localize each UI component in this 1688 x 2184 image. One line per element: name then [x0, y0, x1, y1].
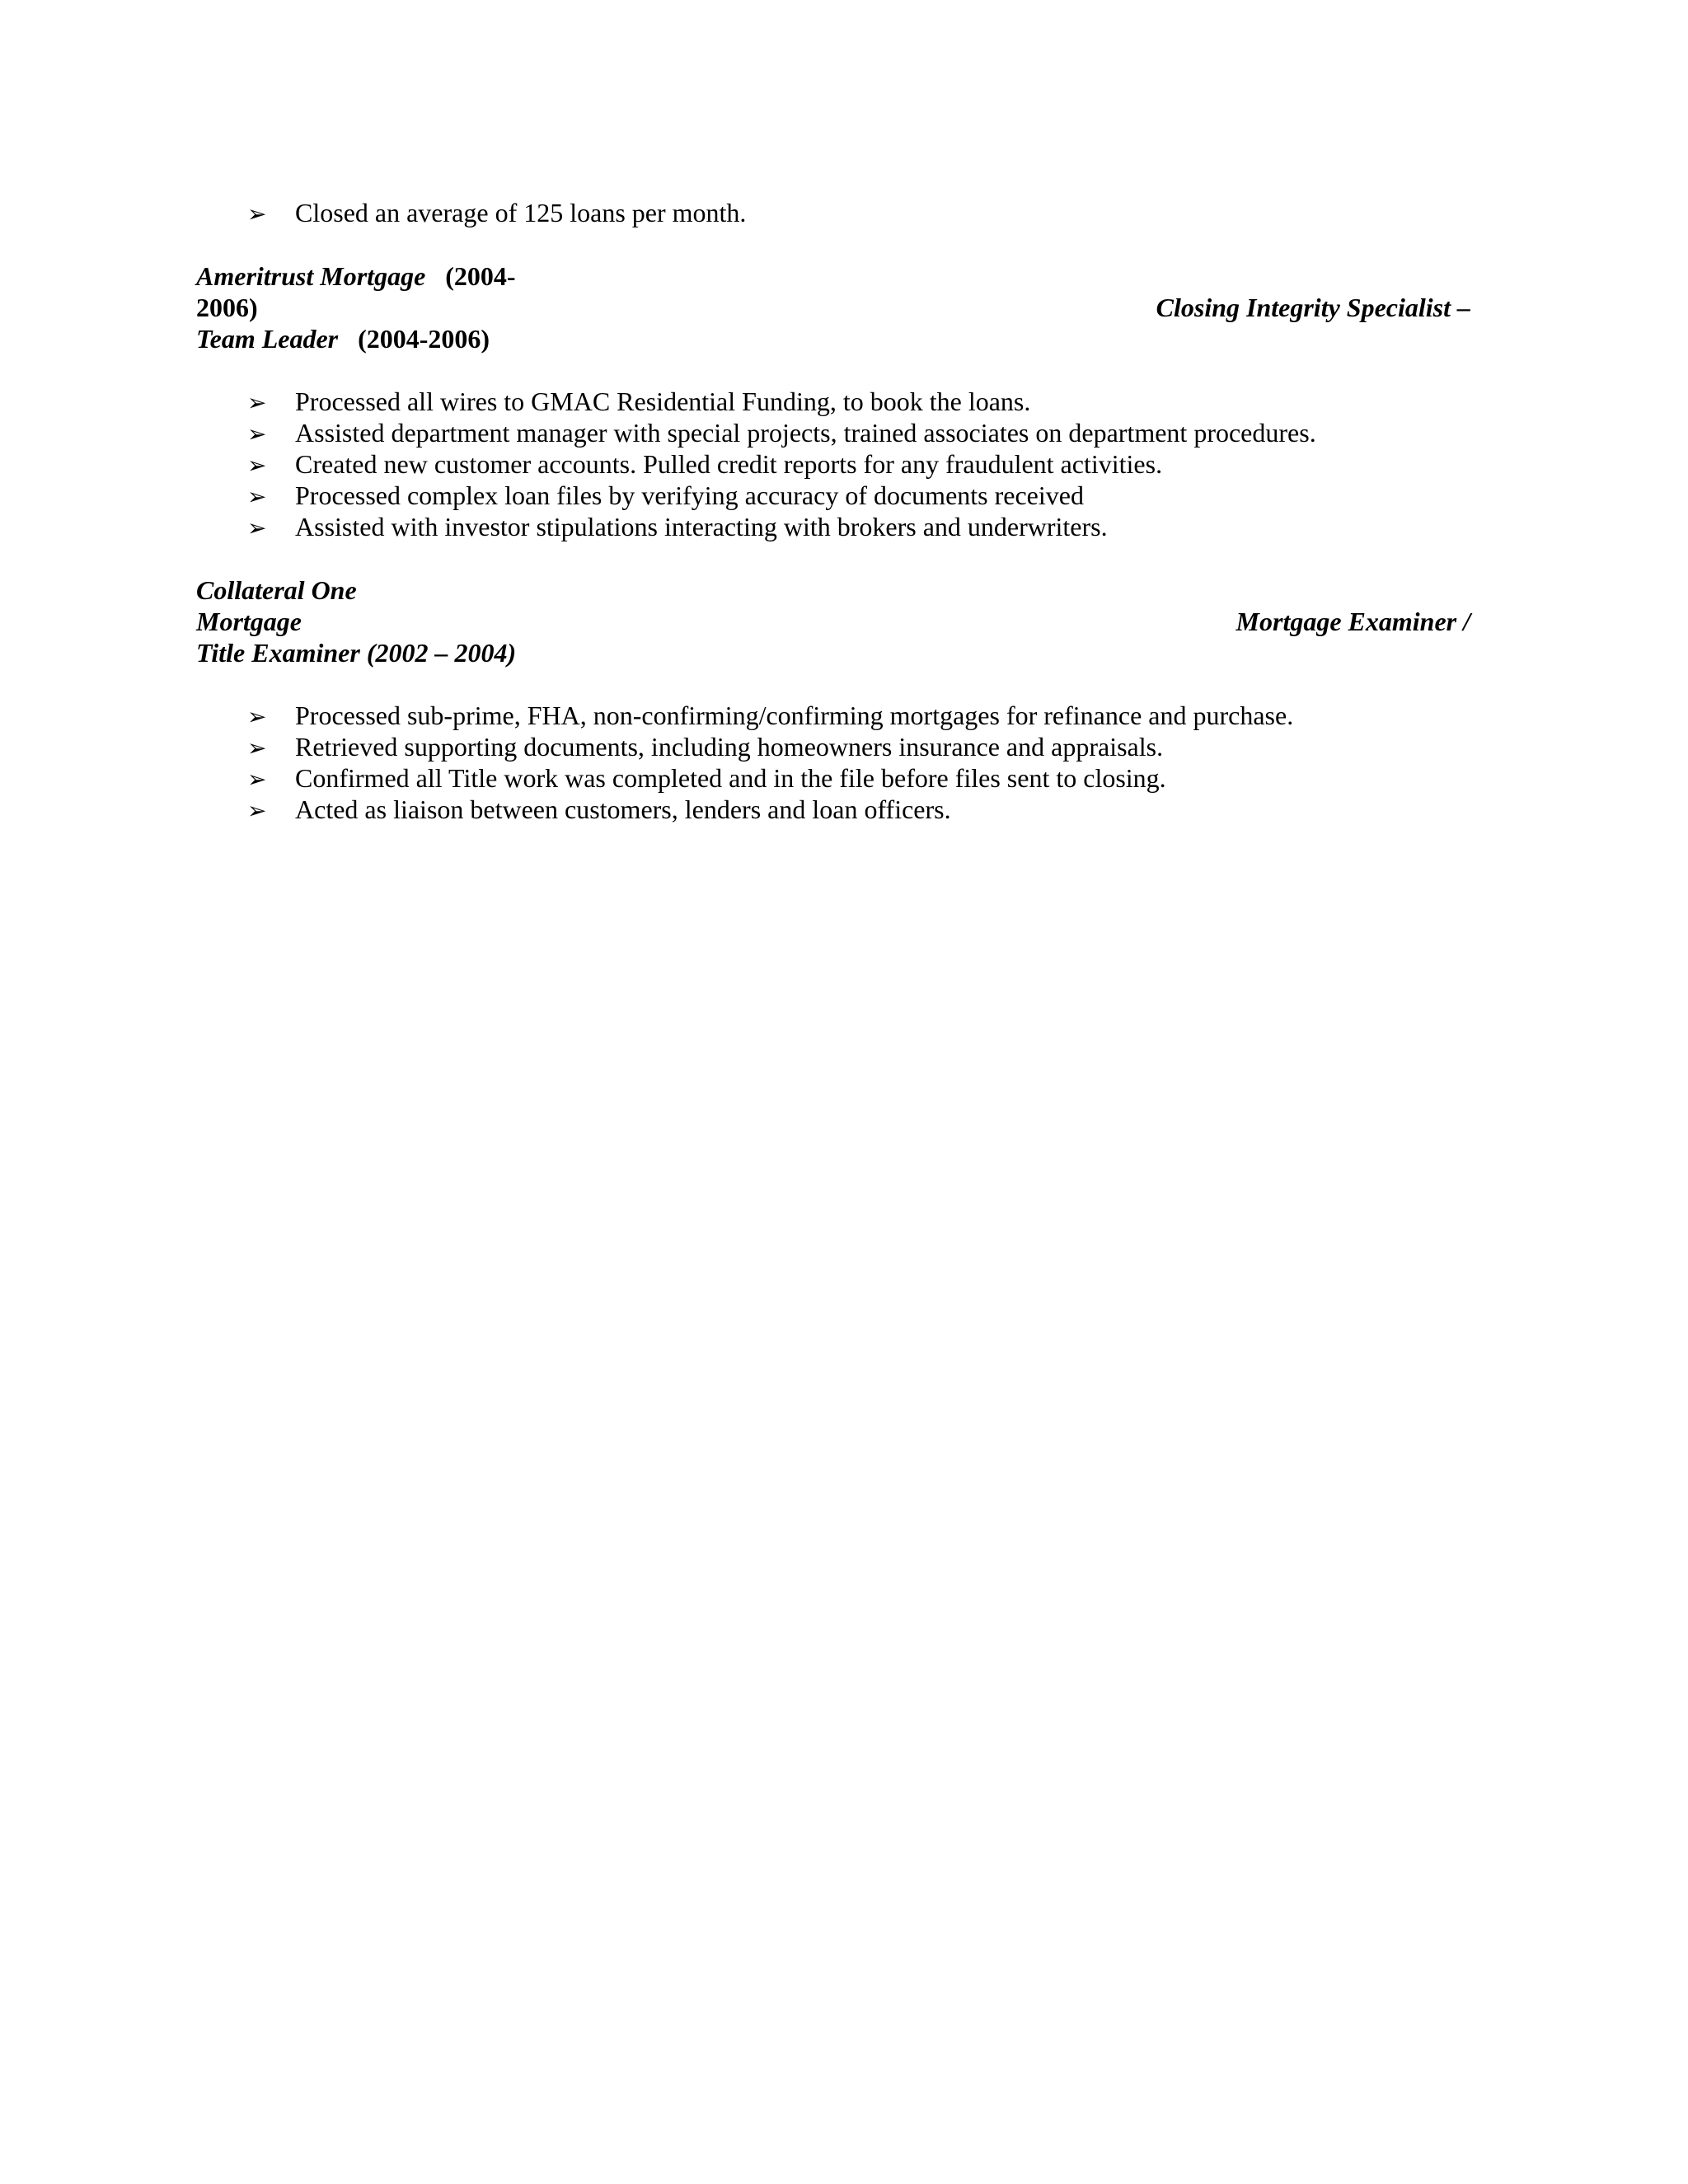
list-item — [247, 731, 1293, 762]
arrow-bullet-icon: ➢ — [247, 516, 267, 541]
bullet-text: Closed an average of 125 loans per month. — [295, 198, 747, 227]
list-item — [247, 448, 1316, 480]
arrow-bullet-icon: ➢ — [247, 485, 267, 510]
bullet-list-job2 — [247, 700, 1293, 825]
bullet-text: Confirmed all Title work was completed and in the file before files sent to closing. — [295, 763, 1166, 793]
job1-company: Ameritrust Mortgage — [196, 261, 426, 291]
arrow-bullet-icon: ➢ — [247, 705, 267, 730]
bullet-text: Processed all wires to GMAC Residential Funding, to book the loans. — [295, 387, 1031, 416]
arrow-bullet-icon: ➢ — [247, 391, 267, 416]
job2-company-line2: Mortgage — [196, 607, 302, 636]
arrow-bullet-icon: ➢ — [247, 422, 267, 448]
job1-company-line — [196, 260, 516, 292]
job1-dates-part1: (2004- — [445, 261, 516, 291]
arrow-bullet-icon: ➢ — [247, 736, 267, 762]
list-item — [247, 386, 1316, 417]
arrow-bullet-icon: ➢ — [247, 453, 267, 479]
bullet-list-previous-job — [247, 197, 746, 228]
bullet-text: Created new customer accounts. Pulled credit reports for any fraudulent activities. — [295, 449, 1163, 479]
job1-title-right: Closing Integrity Specialist – — [1156, 293, 1470, 322]
bullet-text: Retrieved supporting documents, including homeowners insurance and appraisals. — [295, 732, 1164, 762]
list-item — [247, 762, 1293, 794]
list-item — [247, 197, 746, 228]
job2-title-right: Mortgage Examiner / — [1236, 607, 1470, 636]
list-item — [247, 794, 1293, 825]
job1-dates-part2: 2006) — [196, 293, 258, 322]
job2-company-line1: Collateral One — [196, 575, 357, 605]
list-item — [247, 511, 1316, 542]
arrow-bullet-icon: ➢ — [247, 767, 267, 793]
job1-title-cont: Team Leader — [196, 324, 339, 354]
job1-title-dates: (2004-2006) — [358, 324, 490, 354]
job1-title-cont-line — [196, 323, 490, 354]
bullet-text: Assisted with investor stipulations interacting with brokers and underwriters. — [295, 512, 1108, 541]
arrow-bullet-icon: ➢ — [247, 202, 267, 227]
arrow-bullet-icon: ➢ — [247, 799, 267, 824]
bullet-text: Processed sub-prime, FHA, non-confirming/confirming mortgages for refinance and purchase. — [295, 701, 1294, 730]
bullet-text: Acted as liaison between customers, lenders and loan officers. — [295, 794, 951, 824]
bullet-text: Processed complex loan files by verifying accuracy of documents received — [295, 480, 1084, 510]
list-item — [247, 700, 1293, 731]
job2-title-cont: Title Examiner (2002 – 2004) — [196, 638, 517, 668]
bullet-list-job1 — [247, 386, 1316, 542]
list-item — [247, 417, 1316, 448]
bullet-text: Assisted department manager with special projects, trained associates on department procedures. — [295, 418, 1316, 448]
list-item — [247, 480, 1316, 511]
